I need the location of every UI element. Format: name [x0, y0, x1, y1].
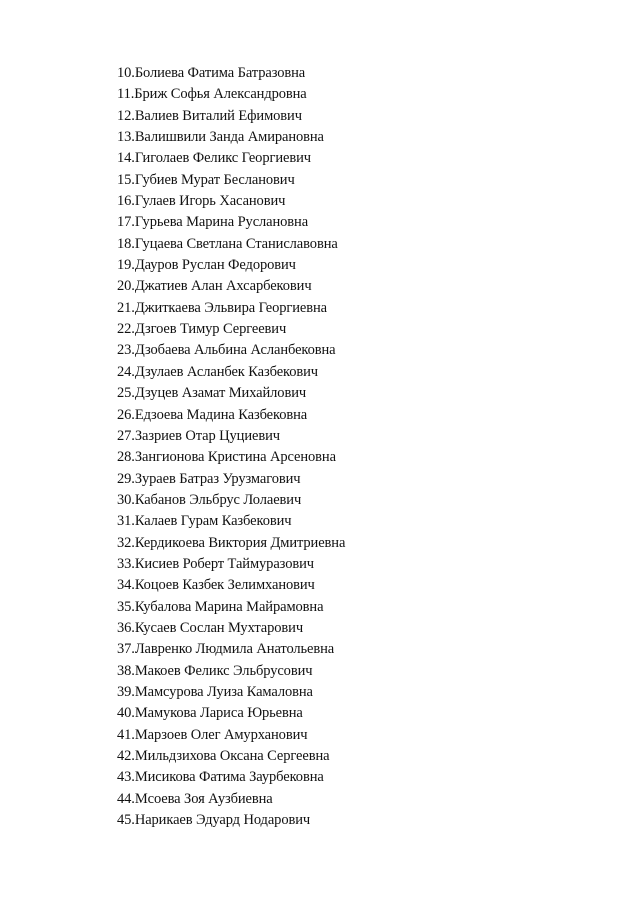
list-item: 29.Зураев Батраз Урузмагович — [117, 470, 301, 487]
list-item: 38.Макоев Феликс Эльбрусович — [117, 662, 313, 679]
list-item: 41.Марзоев Олег Амурханович — [117, 726, 308, 743]
name-list — [117, 63, 345, 831]
list-item: 34.Коцоев Казбек Зелимханович — [117, 577, 315, 594]
list-item: 26.Едзоева Мадина Казбековна — [117, 406, 308, 423]
list-item: 12.Валиев Виталий Ефимович — [117, 107, 302, 124]
list-item: 42.Мильдзихова Оксана Сергеевна — [117, 748, 330, 764]
list-item: 18.Гуцаева Светлана Станиславовна — [117, 235, 338, 252]
list-item: 16.Гулаев Игорь Хасанович — [117, 193, 286, 210]
list-item: 43.Мисикова Фатима Заурбековна — [117, 769, 324, 786]
list-item: 37.Лавренко Людмила Анатольевна — [117, 641, 335, 658]
list-item: 27.Зазриев Отар Цуциевич — [117, 427, 280, 444]
list-item: 24.Дзулаев Асланбек Казбекович — [117, 363, 318, 380]
list-item: 21.Джиткаева Эльвира Георгиевна — [117, 299, 327, 316]
list-item: 30.Кабанов Эльбрус Лолаевич — [117, 491, 302, 508]
list-item: 19.Дауров Руслан Федорович — [117, 257, 296, 274]
list-item: 45.Нарикаев Эдуард Нодарович — [117, 812, 311, 829]
list-item: 13.Валишвили Занда Амирановна — [117, 129, 324, 146]
list-item: 11.Бриж Софья Александровна — [117, 86, 307, 103]
list-item: 33.Кисиев Роберт Таймуразович — [117, 555, 314, 572]
list-item: 39.Мамсурова Луиза Камаловна — [117, 683, 313, 700]
list-item: 31.Калаев Гурам Казбекович — [117, 513, 292, 530]
list-item: 25.Дзуцев Азамат Михайлович — [117, 385, 307, 402]
list-item: 44.Мсоева Зоя Аузбиевна — [117, 790, 273, 807]
list-item: 20.Джатиев Алан Ахсарбекович — [117, 278, 312, 295]
list-item: 22.Дзгоев Тимур Сергеевич — [117, 321, 287, 338]
list-item: 15.Губиев Мурат Бесланович — [117, 171, 295, 188]
list-item: 32.Кердикоева Виктория Дмитриевна — [117, 534, 346, 551]
list-item: 17.Гурьева Марина Руслановна — [117, 214, 309, 231]
list-item: 23.Дзобаева Альбина Асланбековна — [117, 342, 336, 359]
list-item: 28.Зангионова Кристина Арсеновна — [117, 449, 336, 466]
list-item: 36.Кусаев Сослан Мухтарович — [117, 619, 304, 636]
list-item: 40.Мамукова Лариса Юрьевна — [117, 705, 303, 722]
list-item: 14.Гиголаев Феликс Георгиевич — [117, 150, 311, 167]
list-item: 35.Кубалова Марина Майрамовна — [117, 598, 324, 615]
list-item: 10.Болиева Фатима Батразовна — [117, 65, 306, 81]
